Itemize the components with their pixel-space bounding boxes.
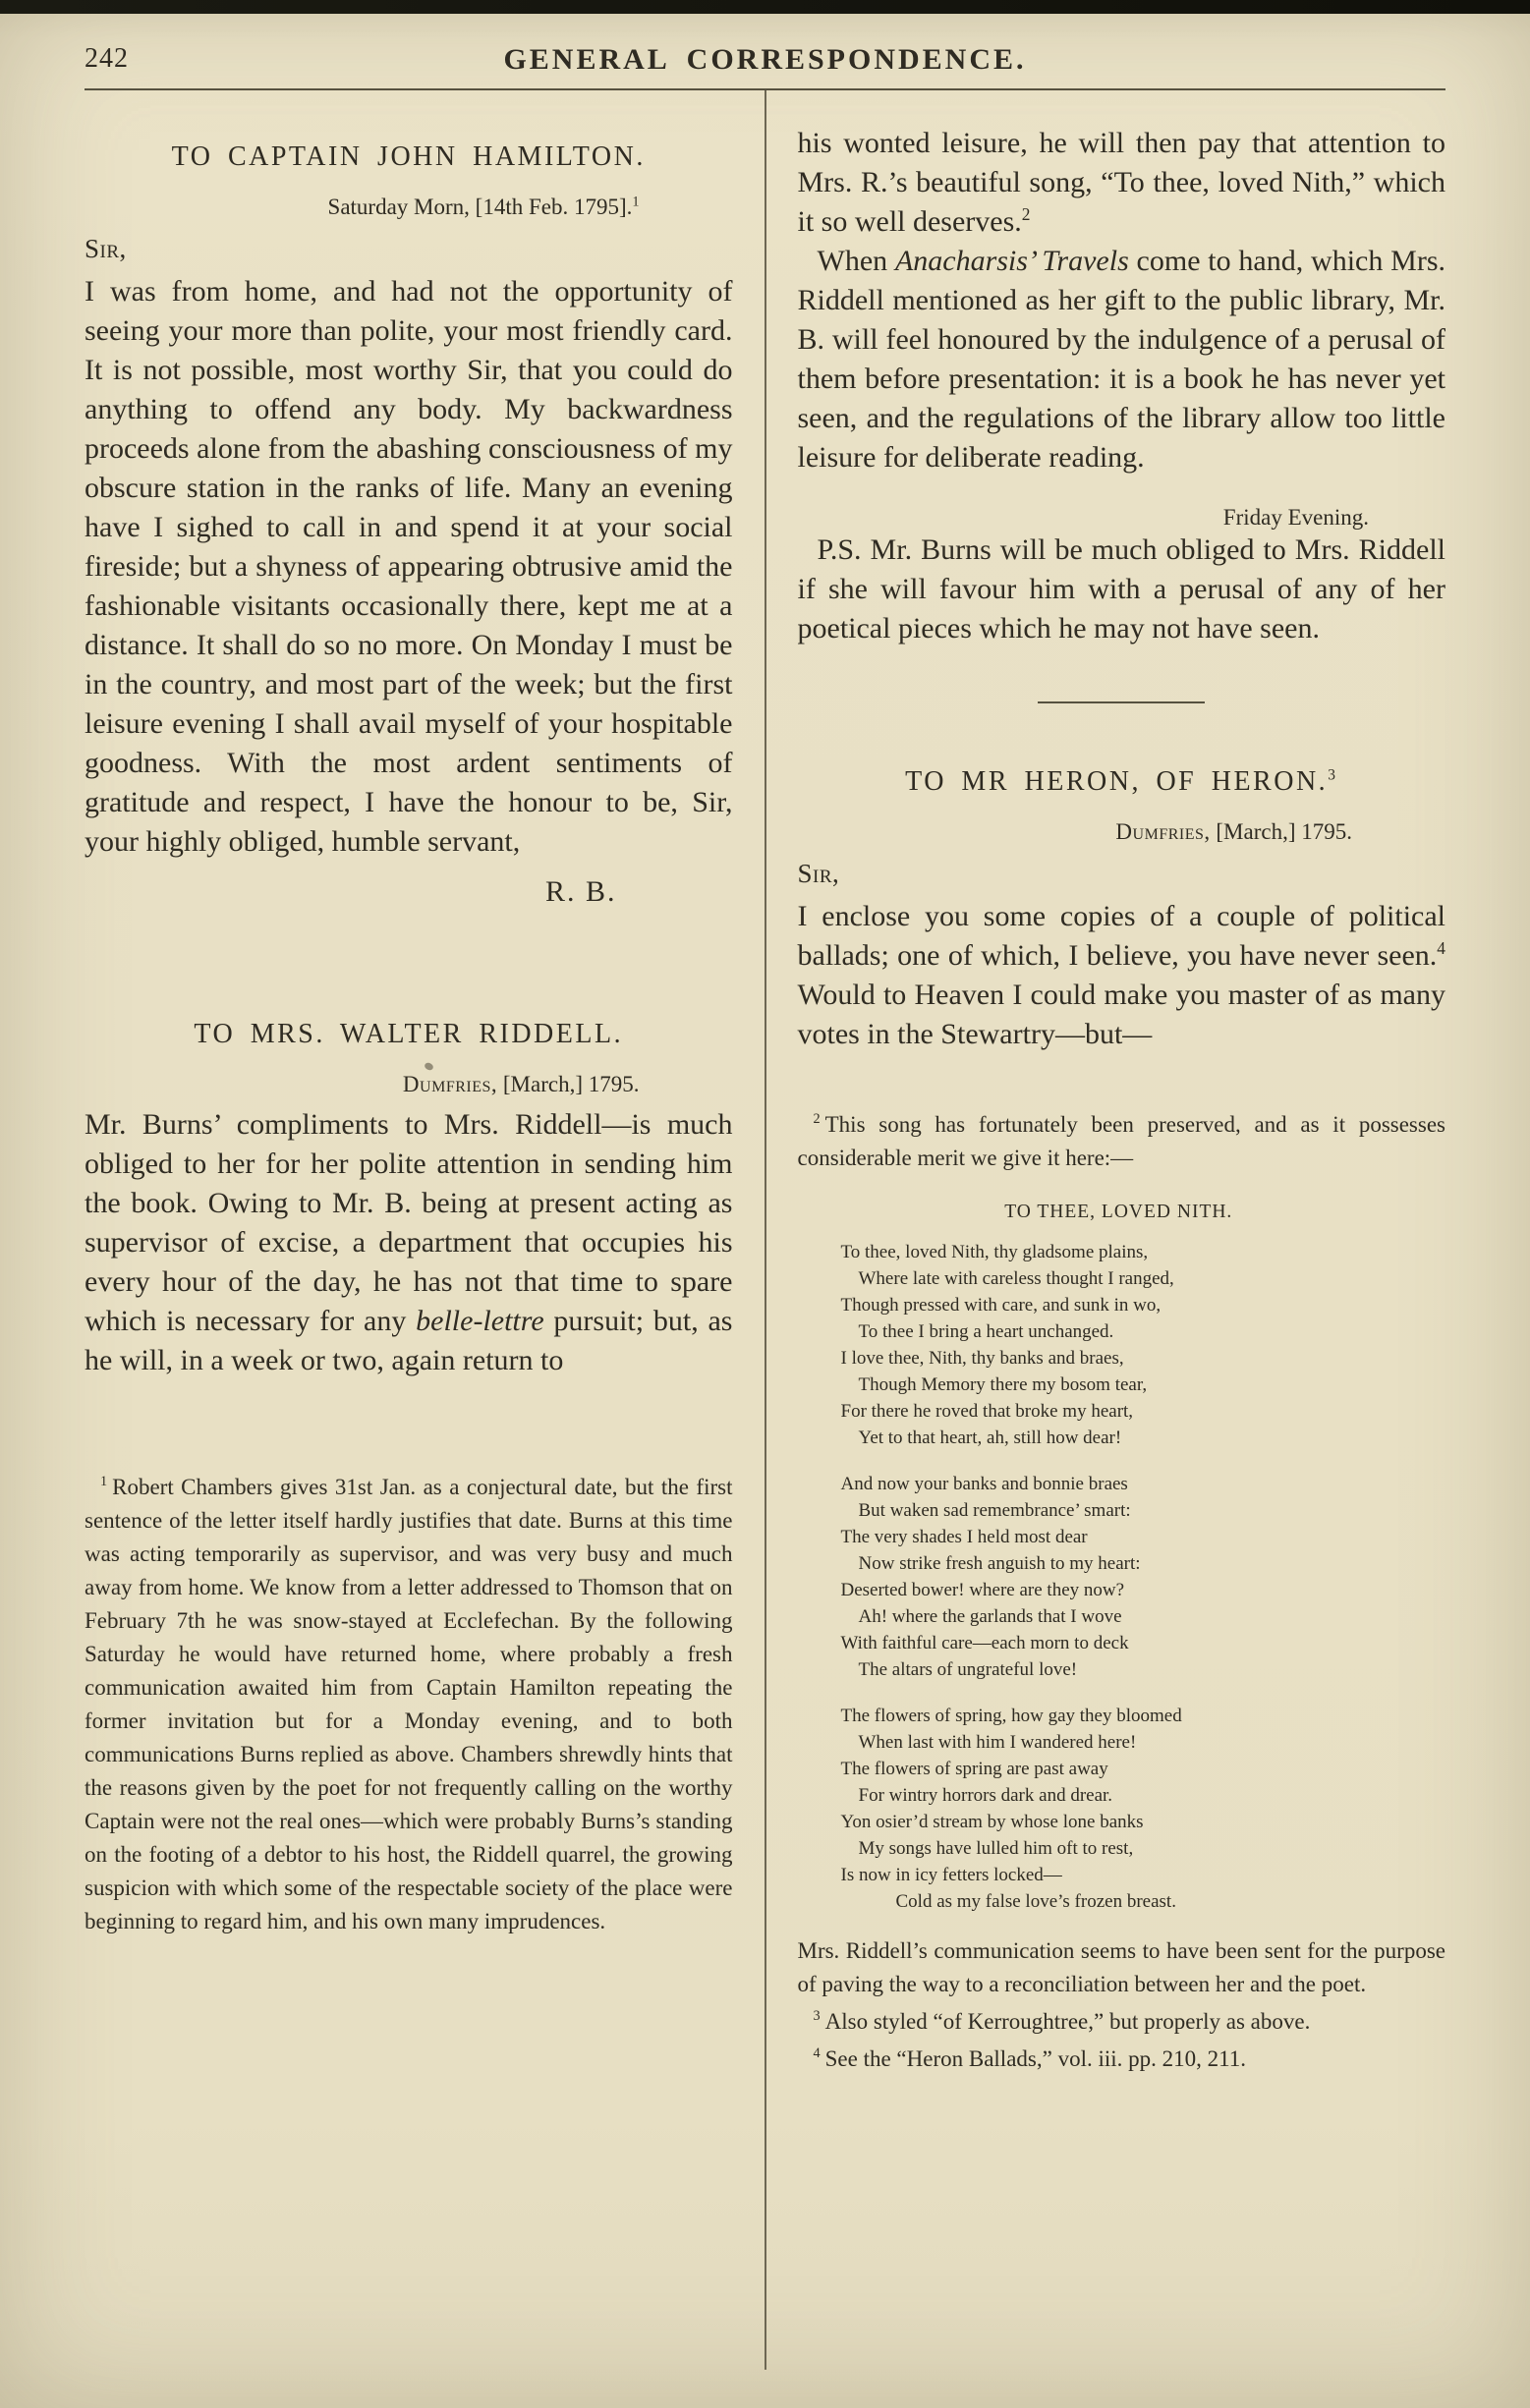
letter-heron-heading (798, 766, 1446, 798)
letter-hamilton-signature: R. B. (544, 875, 617, 908)
poem-line: Yet to that heart, ah, still how dear! (858, 1428, 1122, 1448)
footnote-marker-4: 4 (813, 2045, 821, 2062)
poem-line: For there he roved that broke my heart, (840, 1401, 1134, 1422)
poem-stanza-1 (841, 1239, 1441, 1451)
footnote-2-commentary: Mrs. Riddell’s communication seems to have been sent for the purpose of paving the way to a reconciliation between her and the poet. (797, 1938, 1445, 1996)
ps-dateline: Friday Evening. (1222, 505, 1369, 530)
left-column (85, 90, 765, 2370)
letter-riddell-dateline (85, 1072, 733, 1097)
poem-line: Now strike fresh anguish to my heart: (858, 1553, 1141, 1574)
body-italic-run: belle-lettre (416, 1305, 544, 1337)
poem-line: To thee I bring a heart unchanged. (858, 1321, 1114, 1342)
poem-line: My songs have lulled him oft to rest, (858, 1838, 1134, 1859)
poem-to-thee-loved-nith (841, 1199, 1441, 1915)
poem-line: To thee, loved Nith, thy gladsome plains, (840, 1242, 1149, 1262)
footnote-marker-2: 2 (813, 1111, 821, 1128)
footnote-1 (85, 1471, 733, 1938)
letter-riddell-section (85, 1019, 733, 1380)
poem-line: The altars of ungrateful love! (858, 1659, 1078, 1680)
letter-riddell-body (85, 1105, 733, 1380)
poem-line: The flowers of spring, how gay they bloomed (840, 1706, 1182, 1726)
footnote-ref-1: 1 (632, 194, 640, 210)
page-number: 242 (85, 43, 129, 74)
dateline-rest: [March,] 1795. (1210, 819, 1352, 844)
footnote-marker-1: 1 (100, 1474, 108, 1490)
footnote-2 (798, 1108, 1446, 1175)
poem-line: Though pressed with care, and sunk in wo, (840, 1295, 1162, 1316)
footnote-4-text: See the “Heron Ballads,” vol. iii. pp. 210, 211. (824, 2046, 1247, 2071)
two-column-layout (85, 90, 1445, 2370)
letter-riddell-continuation-paragraph (798, 124, 1446, 242)
section-divider (1038, 701, 1205, 703)
footnote-3-text: Also styled “of Kerroughtree,” but properly as above. (824, 2009, 1311, 2034)
footnote-1-text: Robert Chambers gives 31st Jan. as a conjectural date, but the first sentence of the letter itself hardly justifies that date. Burns at this time was acting temporarily as supervisor, and was very busy and much away from home. We know from a letter addressed to Thomson that on February 7th he was snow-stayed at Ecclefechan. By the following Saturday he would have returned home, where probably a fresh communication awaited him from Captain Hamilton repeating the former invitation but for a Monday evening, and to both communications Burns replied as above. Chambers shrewdly hints that the reasons given by the poet for not frequently calling on the worthy Captain were not the real ones—which were probably Burns’s standing on the footing of a debtor to his host, the Riddell quarrel, the growing suspicion with which some of the respectable society of the place were beginning to regard him, and his own many imprudences. (85, 1475, 733, 1933)
letter-riddell-continuation (798, 124, 1446, 648)
dateline-place: Dumfries, (402, 1072, 498, 1096)
poem-title: TO THEE, LOVED NITH. (1004, 1202, 1233, 1222)
footnotes-right (798, 1108, 1446, 2076)
dateline-text: Saturday Morn, [14th Feb. 1795]. (327, 195, 633, 219)
right-column (765, 90, 1446, 2370)
footnote-marker-3: 3 (813, 2008, 821, 2025)
body-run: When (817, 245, 895, 277)
poem-line: Is now in icy fetters locked— (840, 1865, 1062, 1885)
body-italic-run: Anacharsis’ Travels (894, 245, 1129, 277)
poem-line: Ah! where the garlands that I wove (858, 1606, 1122, 1627)
poem-line: When last with him I wandered here! (858, 1732, 1137, 1753)
letter-hamilton-section (85, 141, 733, 909)
letter-riddell-anacharsis-paragraph (798, 242, 1446, 477)
footnote-ref-4: 4 (1437, 938, 1445, 958)
poem-line: Cold as my false love’s frozen breast. (895, 1891, 1176, 1912)
ps-paragraph: P.S. Mr. Burns will be much obliged to Mrs. Riddell if she will favour him with a perusal of any of her poetical pieces which he may not have seen. (797, 533, 1445, 644)
footnote-ref-3: 3 (1328, 766, 1338, 784)
letter-heron-body (798, 897, 1446, 1054)
letter-riddell-heading: TO MRS. WALTER RIDDELL. (194, 1019, 624, 1049)
body-run: Would to Heaven I could make you master of as many votes in the Stewartry—but— (797, 979, 1445, 1050)
poem-line: With faithful care—each morn to deck (840, 1633, 1129, 1653)
footnote-4 (798, 2043, 1446, 2076)
poem-stanza-3 (841, 1703, 1441, 1915)
running-title: GENERAL CORRESPONDENCE. (503, 43, 1027, 76)
letter-heron-dateline (798, 819, 1446, 845)
poem-line: Where late with careless thought I ranged, (858, 1268, 1174, 1289)
page-header (85, 0, 1445, 90)
letter-hamilton-dateline (85, 195, 733, 220)
letter-hamilton-heading: TO CAPTAIN JOHN HAMILTON. (171, 141, 646, 172)
body-run: I enclose you some copies of a couple of political ballads; one of which, I believe, you have never seen. (797, 900, 1445, 972)
body-run: his wonted leisure, he will then pay that attention to Mrs. R.’s beautiful song, “To thee, loved Nith,” which it so well deserves. (797, 127, 1445, 238)
poem-line: But waken sad remembrance’ smart: (858, 1500, 1131, 1521)
poem-line: The flowers of spring are past away (840, 1759, 1108, 1779)
footnote-2-text: This song has fortunately been preserved, and as it possesses considerable merit we give it here:— (797, 1112, 1445, 1170)
poem-line: Deserted bower! where are they now? (840, 1580, 1125, 1600)
poem-line: I love thee, Nith, thy banks and braes, (840, 1348, 1124, 1369)
dateline-rest: [March,] 1795. (497, 1072, 640, 1096)
letter-heron-salutation: Sir, (797, 859, 840, 888)
footnote-3 (798, 2005, 1446, 2039)
letter-hamilton-body: I was from home, and had not the opportunity of seeing your more than polite, your most friendly card. It is not possible, most worthy Sir, that you could do anything to offend any body. My backwardness proceeds alone from the abashing consciousness of my obscure station in the ranks of life. Many an evening have I sighed to call in and spend it at your social fireside; but a shyness of appearing obtrusive amid the fashionable visitants occasionally there, kept me at a distance. It shall do so no more. On Monday I must be in the country, and most part of the week; but the first leisure evening I shall avail myself of your hospitable goodness. With the most ardent sentiments of gratitude and respect, I have the honour to be, Sir, your highly obliged, humble servant, (85, 275, 733, 858)
body-run: come to hand, which Mrs. Riddell mentioned as her gift to the public library, Mr. B. will feel honoured by the indulgence of a perusal of them before presentation: it is a book he has never yet seen, and the regulations of the library allow too little leisure for deliberate reading. (797, 245, 1445, 474)
poem-line: And now your banks and bonnie braes (840, 1474, 1128, 1494)
letter-hamilton-salutation: Sir, (85, 234, 127, 263)
letter-heron-section (798, 766, 1446, 1054)
poem-line: For wintry horrors dark and drear. (858, 1785, 1113, 1806)
poem-line: The very shades I held most dear (840, 1527, 1088, 1547)
footnotes-left (85, 1471, 733, 1938)
poem-line: Though Memory there my bosom tear, (858, 1374, 1148, 1395)
footnote-ref-2: 2 (1021, 204, 1031, 224)
body-run: Mr. Burns’ compliments to Mrs. Riddell—is much obliged to her for her polite attention in sending him the book. Owing to Mr. B. being at present acting as supervisor of excise, a department that occupies his every hour of the day, he has not that time to spare which is necessary for any (85, 1108, 733, 1337)
body-run: pursuit; but, as he will, in a week or two, again return to (85, 1305, 733, 1376)
dateline-place: Dumfries, (1115, 819, 1211, 844)
poem-stanza-2 (841, 1471, 1441, 1683)
heading-text: TO MR HERON, OF HERON. (905, 766, 1329, 797)
poem-line: Yon osier’d stream by whose lone banks (840, 1812, 1144, 1832)
